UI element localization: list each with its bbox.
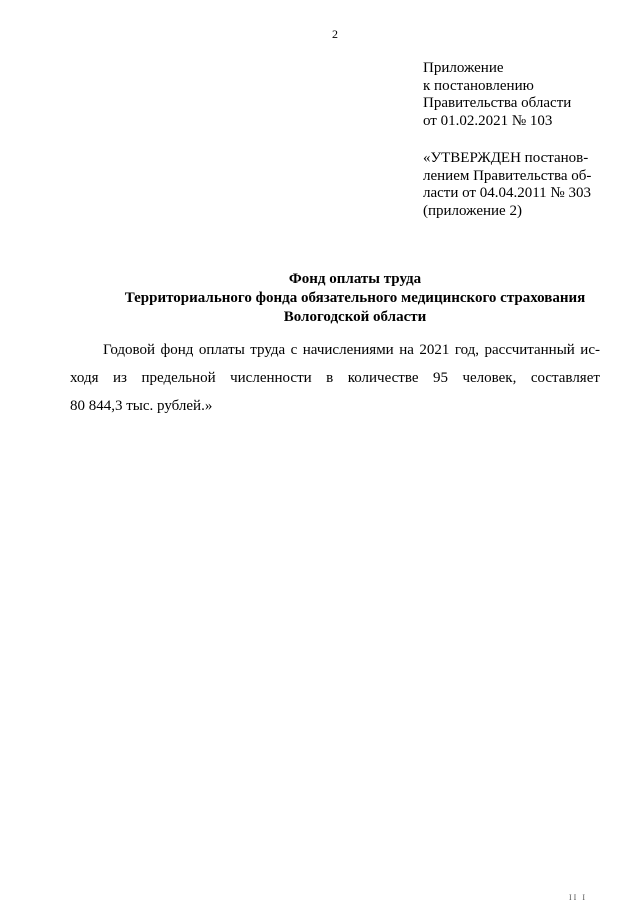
appendix-block: [423, 60, 623, 130]
approved-block: [423, 150, 623, 220]
body-word: фонд: [160, 342, 194, 358]
title-line: Территориального фонда обязательного медицинского страхования: [124, 290, 586, 306]
title-line: Вологодской области: [283, 309, 427, 325]
approved-line: ласти от 04.04.2011 № 303: [423, 185, 591, 201]
body-word: в: [326, 370, 334, 386]
appendix-line: Приложение: [423, 60, 504, 76]
body-line-1: [70, 340, 600, 368]
body-word: количестве: [347, 370, 419, 386]
appendix-line: Правительства области: [423, 95, 572, 111]
body-word: человек,: [462, 370, 517, 386]
approved-line: «УТВЕРЖДЕН постанов-: [423, 150, 589, 166]
page-number: 2: [332, 27, 338, 41]
body-word: численности: [230, 370, 312, 386]
body-paragraph: [70, 340, 600, 424]
body-word: с: [290, 342, 298, 358]
body-word: оплаты: [198, 342, 245, 358]
body-word: 2021: [419, 342, 450, 358]
appendix-date-line: от 01.02.2021 № 103: [423, 112, 553, 129]
body-word: рассчитанный: [484, 342, 575, 358]
body-word: начислениями: [302, 342, 394, 358]
approved-line: лением Правительства об-: [423, 167, 592, 184]
body-word: предельной: [141, 370, 216, 386]
appendix-line: к постановлению: [423, 77, 534, 94]
body-word: 95: [432, 370, 448, 386]
body-word: труда: [250, 342, 286, 358]
body-word: ис-: [580, 342, 600, 358]
body-line-2: [70, 368, 600, 396]
footer-mark: II I: [569, 893, 587, 902]
body-word: Годовой: [103, 342, 156, 358]
title-line: Фонд оплаты труда: [288, 271, 422, 287]
body-word: на: [399, 342, 414, 358]
body-word: составляет: [530, 370, 600, 386]
body-word: ходя: [70, 370, 99, 386]
body-line-3: 80 844,3 тыс. рублей.»: [70, 398, 213, 414]
body-word: из: [113, 370, 127, 386]
document-title: [60, 270, 640, 327]
body-word: год,: [454, 342, 480, 358]
approved-line: (приложение 2): [423, 202, 522, 219]
